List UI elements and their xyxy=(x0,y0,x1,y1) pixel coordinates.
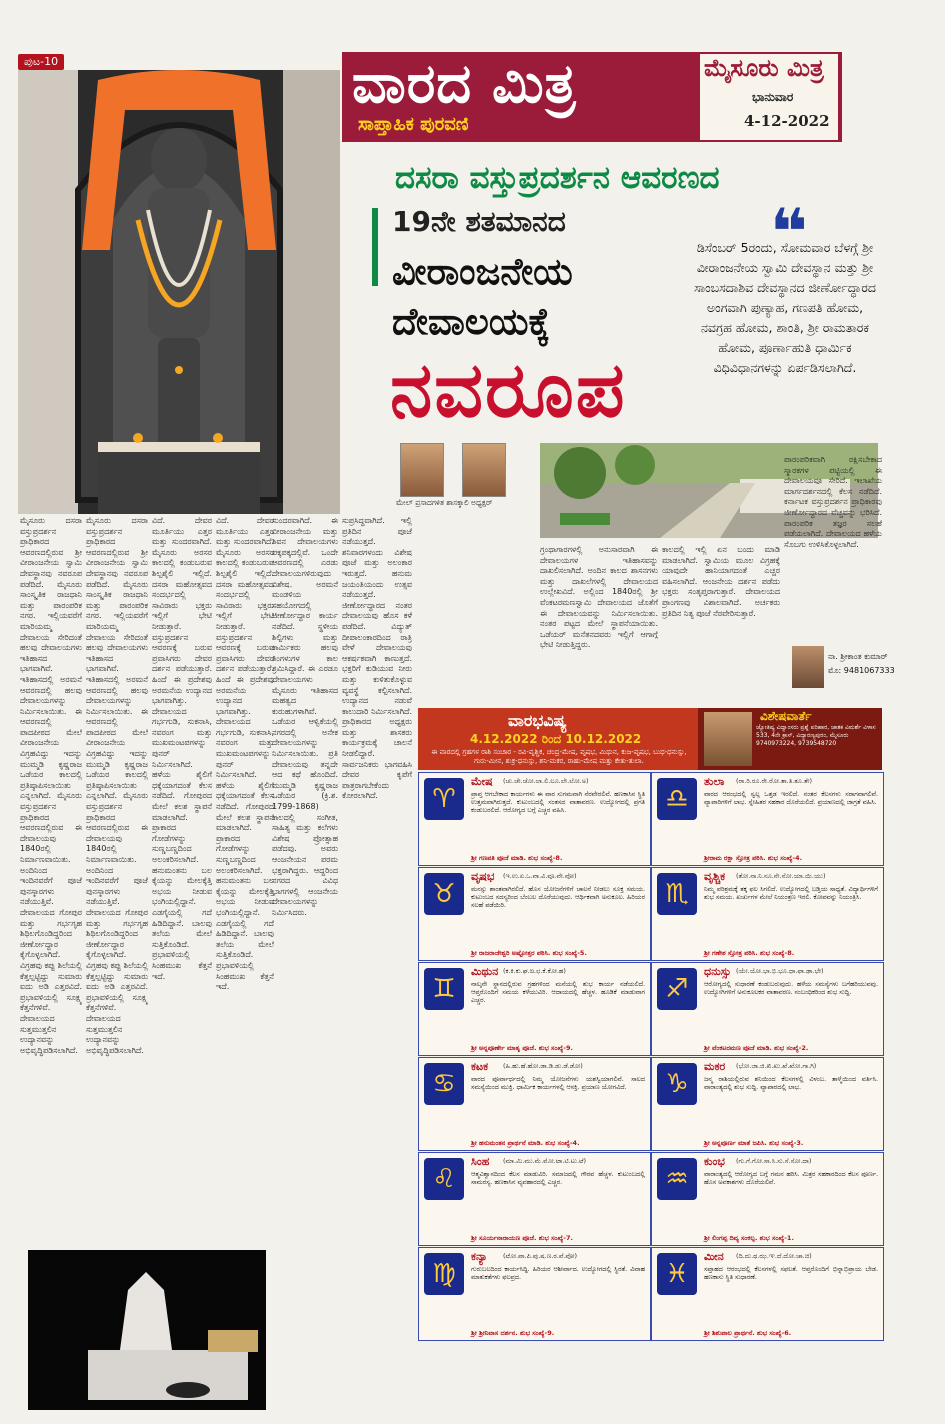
sign-remedy: ಶ್ರೀ ಅನ್ನಪೂರ್ಣೇ ಮಾತೃ ಪೂಜೆ. ಶುಭ ಸಂಖ್ಯೆ-9. xyxy=(471,1044,573,1052)
sign-remedy: ಶ್ರೀ ಅನ್ನಪೂರ್ಣ ಮಾತೆ ಜಪಿಸಿ. ಶುಭ ಸಂಖ್ಯೆ-3. xyxy=(704,1139,804,1147)
sign-letters: (ಮಾ.ಮಿ.ಮು.ಮೆ.ಮೋ.ಟಾ.ಟಿ.ಟು.ಟೆ) xyxy=(503,1157,587,1165)
sign-remedy: ಶ್ರೀ ಶ್ರೀನಿವಾಸ ದರ್ಶನ. ಶುಭ ಸಂಖ್ಯೆ-9. xyxy=(471,1329,555,1337)
issue-day: ಭಾನುವಾರ xyxy=(752,90,794,104)
headline-main-word: ನವರೂಪ xyxy=(390,345,627,434)
horoscope-sign-card xyxy=(418,962,651,1056)
astrologer-photo xyxy=(704,712,752,766)
sign-name: ಮಕರ xyxy=(704,1060,726,1073)
sign-name: ಮಿಥುನ xyxy=(471,965,499,978)
article-column-4: ಸುಪ್ರಸಿದ್ಧವಾಗಿದೆ. ಇಲ್ಲಿ ಪ್ರತಿದಿನ ಪೂಜೆ ನಡೆಯುತ್ತದೆ. ಶನಿವಾರಗಳಂದು ವಿಶೇಷ ಪೂಜೆ ಮತ್ತು ಅಲಂಕಾರ ಇರುತ್ತದೆ. ಹನುಮ ಜಯಂತಿಯಂದು ಉತ್ಸವ ನಡೆಯುತ್ತದೆ. ಜೀರ್ಣೋದ್ಧಾರದ ನಂತರ ದೇವಾಲಯವು ಹೊಸ ಕಳೆ ಪಡೆದಿದೆ. ವಿದ್ಯುತ್ ದೀಪಾಲಂಕಾರದಿಂದ ರಾತ್ರಿ ವೇಳೆ ದೇವಾಲಯವು ಆಕರ್ಷಕವಾಗಿ ಕಾಣುತ್ತದೆ. ಭಕ್ತರಿಗೆ ಕುಡಿಯುವ ನೀರು ಮತ್ತು ಕುಳಿತುಕೊಳ್ಳುವ ವ್ಯವಸ್ಥೆ ಕಲ್ಪಿಸಲಾಗಿದೆ. ಉದ್ಯಾನದ ನಡುವೆ ಕಾಲುದಾರಿ ನಿರ್ಮಿಸಲಾಗಿದೆ. ಪ್ರಾಧಿಕಾರದ ಅಧ್ಯಕ್ಷರು ಮತ್ತು ಶಾಸಕರು ಕಾರ್ಯಕ್ರಮಕ್ಕೆ ಚಾಲನೆ ನೀಡಲಿದ್ದಾರೆ. ಸಾರ್ವಜನಿಕರು ಭಾಗವಹಿಸಿ ದೇವರ ಕೃಪೆಗೆ ಪಾತ್ರರಾಗಬೇಕೆಂದು ಕೋರಲಾಗಿದೆ. xyxy=(342,516,412,801)
zodiac-icon: ♌ xyxy=(424,1158,464,1200)
article-column-2: ವಿದೆ. ದೇವರ ಮೂರ್ತಿಯು ಎತ್ತರ ಮತ್ತು ಸುಂದರವಾಗಿದೆ. ಮೈಸೂರು ಅರಸರ ಕಾಲದಲ್ಲಿ ಕಂಡುಬರುವ ಶಿಲ್ಪಶೈಲಿ ಇಲ್ಲಿದೆ. ದಸರಾ ಮಹೋತ್ಸವದ ಸಂದರ್ಭದಲ್ಲಿ ಸಾವಿರಾರು ಭಕ್ತರು ಇಲ್ಲಿಗೆ ಭೇಟಿ ನೀಡುತ್ತಾರೆ. ವಸ್ತುಪ್ರದರ್ಶನ ಆವರಣಕ್ಕೆ ಬರುವ ಪ್ರವಾಸಿಗರು ದೇವರ ದರ್ಶನ ಪಡೆಯುತ್ತಾರೆ. ಹಿಂದೆ ಈ ಪ್ರದೇಶವು ಅರಮನೆಯ ಉದ್ಯಾನದ ಭಾಗವಾಗಿತ್ತು. ದೇವಾಲಯದ ಗರ್ಭಗುಡಿ, ಸುಕನಾಸಿ, ನವರಂಗ ಮತ್ತು ಮುಖಮಂಟಪಗಳನ್ನು ಪುನರ್ ನಿರ್ಮಿಸಲಾಗಿದೆ. ಹಳೆಯ ಶೈಲಿಗೆ ಧಕ್ಕೆಯಾಗದಂತೆ ಕೆಲಸ ನಡೆದಿದೆ. ಗೋಪುರದ ಮೇಲೆ ಕಲಶ ಸ್ಥಾಪನೆ ಮಾಡಲಾಗಿದೆ. ಪ್ರಾಕಾರದ ಗೋಡೆಗಳನ್ನು ಸುಣ್ಣಬಣ್ಣದಿಂದ ಅಲಂಕರಿಸಲಾಗಿದೆ. ಹನುಮಂತನು ಬಲ ಕೈಯನ್ನು ಮೇಲಕ್ಕೆತ್ತಿ ಅಭಯ ನೀಡುವ ಭಂಗಿಯಲ್ಲಿದ್ದಾನೆ. ಎಡಗೈಯಲ್ಲಿ ಗದೆ ಹಿಡಿದಿದ್ದಾನೆ. ಬಾಲವು ತಲೆಯ ಮೇಲೆ ಸುತ್ತಿಕೊಂಡಿದೆ. ಪ್ರಭಾವಳಿಯಲ್ಲಿ ಸಿಂಹಮುಖ ಕೆತ್ತನೆ ಇದೆ. xyxy=(152,516,212,981)
zodiac-icon: ♉ xyxy=(424,873,464,915)
reporter-phone: ಮೊ: 9481067333 xyxy=(828,666,895,675)
sign-prediction: ಜನ್ಮ ರಾಶಿಯಲ್ಲಿರುವ ಶನಿಯಿಂದ ಕೆಲಸಗಳಲ್ಲಿ ವಿಳಂಬ. ತಾಳ್ಮೆಯಿಂದ ವರ್ತಿಸಿ. ವಾರಾಂತ್ಯದಲ್ಲಿ ಶುಭ ಸುದ್ದಿ. ವ್ಯಾಪಾರದಲ್ಲಿ ಲಾಭ. xyxy=(704,1075,878,1091)
sign-letters: (ಟೋ.ಪಾ.ಪಿ.ಪು.ಷ.ಣ.ಠ.ಪೆ.ಪೋ) xyxy=(503,1252,578,1260)
sign-name: ಧನುಸ್ಸು xyxy=(704,965,732,978)
sign-prediction: ಆತ್ಮವಿಶ್ವಾಸದಿಂದ ಕೆಲಸ ಮಾಡುವಿರಿ. ಸಮಾಜದಲ್ಲಿ ಗೌರವ ಹೆಚ್ಚಳ. ಕುಟುಂಬದಲ್ಲಿ ಸಾಮರಸ್ಯ. ಹಣಕಾಸಿನ ವ್ಯವಹಾರದಲ್ಲಿ ಎಚ್ಚರ. xyxy=(471,1170,645,1186)
sign-name: ಕನ್ಯಾ xyxy=(471,1250,488,1263)
sign-name: ಮೀನ xyxy=(704,1250,724,1263)
horoscope-sign-card xyxy=(651,1152,884,1246)
issue-date: 4-12-2022 xyxy=(744,112,830,130)
headline-line-2: ವೀರಾಂಜನೇಯ xyxy=(392,250,573,293)
sign-prediction: ಪ್ರಾಪ್ತ ಆಗಬೇಕಾದ ಕಾರ್ಯಗಳು ಈ ವಾರ ಸುಗಮವಾಗಿ ನೆರವೇರಲಿವೆ. ಹಣಕಾಸಿನ ಸ್ಥಿತಿ ಉತ್ತಮವಾಗಿರುತ್ತದೆ. ಕುಟುಂಬದಲ್ಲಿ ಸಂತಸದ ವಾತಾವರಣ. ಉದ್ಯೋಗದಲ್ಲಿ ಪ್ರಗತಿ ಕಂಡುಬರಲಿದೆ. ಆರೋಗ್ಯದ ಬಗ್ಗೆ ಎಚ್ಚರ ವಹಿಸಿ. xyxy=(471,790,645,814)
dignitary-portrait-1 xyxy=(400,443,444,497)
horoscope-sign-card xyxy=(651,1057,884,1151)
article-column-5: ಗ್ರಂಥಾಗಾರಗಳಲ್ಲಿ ಅನುಸಾರವಾಗಿ ಈ ದೇವಾಲಯಗಳ ಇತಿಹಾಸವನ್ನು ದಾಖಲಿಸಲಾಗಿದೆ. ಅಂದಿನ ಕಾಲದ ಶಾಸನಗಳು ಮತ್ತು ದಾಖಲೆಗಳಲ್ಲಿ ದೇವಾಲಯದ ಉಲ್ಲೇಖವಿದೆ. ಅಲ್ಲಿಂದ 1840ರಲ್ಲಿ ಶ್ರೀ ವೆಂಕಟರಮಣಸ್ವಾಮಿ ದೇವಾಲಯದ ಜೊತೆಗೆ ಈ ದೇವಾಲಯವನ್ನು ನಿರ್ಮಿಸಲಾಯಿತು. ನಂತರ ಪಟ್ಟದ ಮೇಲೆ ಸ್ಥಾಪನೆಯಾಯಿತು. ಒಡೆಯರ್ ಮನೆತನದವರು ಇಲ್ಲಿಗೆ ಆಗಾಗ್ಗೆ ಭೇಟಿ ನೀಡುತ್ತಿದ್ದರು. xyxy=(540,545,658,650)
sign-letters: (ಗು.ಗೆ.ಗೋ.ಸಾ.ಸಿ.ಸು.ಸೆ.ಸೋ.ದಾ) xyxy=(736,1157,812,1165)
sign-remedy: ಶ್ರೀ ಶಿಶುಪಾಲ ಪ್ರಾರ್ಥನೆ. ಶುಭ ಸಂಖ್ಯೆ-6. xyxy=(704,1329,792,1337)
zodiac-icon: ♊ xyxy=(424,968,464,1010)
zodiac-icon: ♋ xyxy=(424,1063,464,1105)
newspaper-name: ಮೈಸೂರು ಮಿತ್ರ xyxy=(704,54,824,82)
zodiac-icon: ♓ xyxy=(657,1253,697,1295)
horoscope-sign-card xyxy=(651,1247,884,1341)
horoscope-sign-card xyxy=(651,867,884,961)
night-temple-image xyxy=(28,1250,266,1410)
astrologer-info: ಜ್ಯೋತಿಷ್ಯ ವಿದ್ವಾಂಸರು ಪ್ರಶ್ನೆ ಪರಿಹಾರ, ಜಾತಕ ವಿಮರ್ಶೆ ವಿಳಾಸ 533, 4ನೇ ಕ್ರಾಸ್, ವಿದ್ಯಾರಣ್ಯಪುರಂ, ಮೈಸೂರು 9740973224, 9739548720 xyxy=(756,724,876,747)
zodiac-icon: ♍ xyxy=(424,1253,464,1295)
portraits-caption: ಮೇಲ್ ಪ್ರಸಾದಗಳಿತ ಶಾಸಕ್ಕಾಲಿ ಅಧ್ಯಕ್ಷರ್ xyxy=(396,498,493,507)
sign-prediction: ವಾರಾಂತ್ಯದಲ್ಲಿ ಆರೋಗ್ಯದ ಬಗ್ಗೆ ಗಮನ ಹರಿಸಿ. ಮಿತ್ರರ ಸಹಕಾರದಿಂದ ಕೆಲಸ ಪೂರ್ಣ. ಹೊಸ ಅವಕಾಶಗಳು ದೊರೆಯಲಿವೆ. xyxy=(704,1170,878,1186)
sign-prediction: ಮನಸ್ಸು ಶಾಂತವಾಗಿರಲಿದೆ. ಹೊಸ ಯೋಜನೆಗಳಿಗೆ ಚಾಲನೆ ನೀಡಲು ಸೂಕ್ತ ಸಮಯ. ಕುಟುಂಬದ ಸದಸ್ಯರಿಂದ ಬೆಂಬಲ ದೊರೆಯುವುದು. ಆರ್ಥಿಕವಾಗಿ ಅನುಕೂಲ. ಹಿರಿಯರ ಸಲಹೆ ಪಡೆಯಿರಿ. xyxy=(471,885,645,909)
sign-letters: (ತೋ.ನಾ.ನಿ.ನೂ.ನೇ.ನೋ.ಯಾ.ಯಿ.ಯು) xyxy=(736,872,826,880)
article-column-6: ಕಾಲದಲ್ಲಿ ಇಲ್ಲಿ ಏನ ಬಂದು ಮಾಡಿ ಮಾಡಲಾಗಿದೆ. ಸ್ವಾಮಿಯ ಮೂಲ ವಿಗ್ರಹಕ್ಕೆ ಯಾವುದೇ ಹಾನಿಯಾಗದಂತೆ ಎಚ್ಚರ ವಹಿಸಲಾಗಿದೆ. ಆಂಜನೇಯ ದರ್ಶನ ಪಡೆದು ಭಕ್ತರು ಸಂತೃಪ್ತರಾಗುತ್ತಾರೆ. ದೇವಾಲಯದ ಪ್ರಾಂಗಣವು ವಿಶಾಲವಾಗಿದೆ. ಅರ್ಚಕರು ಪ್ರತಿದಿನ ನಿತ್ಯ ಪೂಜೆ ನೆರವೇರಿಸುತ್ತಾರೆ. xyxy=(662,545,780,618)
horoscope-sign-card xyxy=(418,1057,651,1151)
sign-letters: (ಹಿ.ಹು.ಹೆ.ಹೋ.ಡಾ.ಡಿ.ಡು.ಡೆ.ಡೋ) xyxy=(503,1062,583,1070)
zodiac-icon: ♑ xyxy=(657,1063,697,1105)
sign-letters: (ದಿ.ದು.ಥ.ಝ.ಞ.ದೆ.ದೋ.ಚಾ.ಚಿ) xyxy=(736,1252,812,1260)
supplement-title: ವಾರದ ಮಿತ್ರ xyxy=(352,52,577,115)
temple-night-photo xyxy=(28,1250,266,1410)
headline-line-3: ದೇವಾಲಯಕ್ಕೆ xyxy=(392,300,551,343)
quote-mark-icon: ❝ xyxy=(770,196,808,270)
horoscope-title: ವಾರಭವಿಷ್ಯ xyxy=(508,711,567,730)
zodiac-icon: ♈ xyxy=(424,778,464,820)
horoscope-sign-card xyxy=(418,867,651,961)
sign-letters: (ಇ.ಉ.ಏ.ಒ.ವಾ.ವಿ.ವೂ.ವೇ.ವೋ) xyxy=(503,872,577,880)
sign-name: ವೃಶ್ಚಿಕ xyxy=(704,870,726,883)
sign-remedy: ಶ್ರೀ ರಾಜರಾಜೇಶ್ವರಿ ಅಷ್ಟೋತ್ತರ ಪಠಿಸಿ. ಶುಭ ಸಂಖ್ಯೆ-5. xyxy=(471,949,587,957)
sign-name: ವೃಷಭ xyxy=(471,870,495,883)
page-number: ಪುಟ-10 xyxy=(18,54,64,70)
headline-accent-bar xyxy=(372,208,378,286)
article-column-7: ಪಾರಂಪರಿಕವಾಗಿ ರಕ್ಷಿಸಬೇಕಾದ ಸ್ಮಾರಕಗಳ ಪಟ್ಟಿಯಲ್ಲಿ ಈ ದೇವಾಲಯವೂ ಸೇರಿದೆ. ಇಲಾಖೆಯ ಮಾರ್ಗದರ್ಶನದಲ್ಲಿ ಕೆಲಸ ನಡೆದಿದೆ. ಕರ್ನಾಟಕ ವಸ್ತುಪ್ರದರ್ಶನ ಪ್ರಾಧಿಕಾರವು ಜೀರ್ಣೋದ್ಧಾರದ ವೆಚ್ಚವನ್ನು ಭರಿಸಿದೆ. ಪಾರಂಪರಿಕ ತಜ್ಞರ ಸಲಹೆ ಪಡೆಯಲಾಗಿದೆ. ದೇವಾಲಯದ ಹಳೆಯ ಸೊಬಗು ಉಳಿಸಿಕೊಳ್ಳಲಾಗಿದೆ. xyxy=(784,455,882,549)
sign-name: ಕುಂಭ xyxy=(704,1155,725,1168)
horoscope-dates: 4.12.2022 ರಿಂದ 10.12.2022 xyxy=(470,732,642,746)
sign-remedy: ಶ್ರೀ ಸೂರ್ಯನಾರಾಯಣ ಪೂಜೆ. ಶುಭ ಸಂಖ್ಯೆ-7. xyxy=(471,1234,573,1242)
horoscope-sign-card xyxy=(418,1247,651,1341)
sign-prediction: ಸಪ್ತಾಹದ ಆರಂಭದಲ್ಲಿ ಕೆಲಸಗಳಲ್ಲಿ ಸಫಲತೆ. ಆಪ್ತರೊಂದಿಗೆ ಭಿನ್ನಾಭಿಪ್ರಾಯ ಬೇಡ. ಹಣಕಾಸು ಸ್ಥಿತಿ ಸುಧಾರಣೆ. xyxy=(704,1265,878,1281)
headline-line-1: 19ನೇ ಶತಮಾನದ xyxy=(392,205,566,238)
headline-kicker: ದಸರಾ ವಸ್ತುಪ್ರದರ್ಶನ ಆವರಣದ xyxy=(395,160,720,196)
sign-remedy: ಶ್ರೀ ಹನುಮಂತನ ಪ್ರಾರ್ಥನೆ ಮಾಡಿ. ಶುಭ ಸಂಖ್ಯೆ-4. xyxy=(471,1139,580,1147)
article-column-2b: ವಿದೆ. ದೇವರ ಮೂರ್ತಿಯು ಎತ್ತರ ಮತ್ತು ಸುಂದರವಾಗಿದೆ. ಮೈಸೂರು ಅರಸರ ಕಾಲದಲ್ಲಿ ಕಂಡುಬರುವ ಶಿಲ್ಪಶೈಲಿ ಇಲ್ಲಿದೆ. ದಸರಾ ಮಹೋತ್ಸವದ ಸಂದರ್ಭದಲ್ಲಿ ಸಾವಿರಾರು ಭಕ್ತರು ಇಲ್ಲಿಗೆ ಭೇಟಿ ನೀಡುತ್ತಾರೆ. ವಸ್ತುಪ್ರದರ್ಶನ ಆವರಣಕ್ಕೆ ಬರುವ ಪ್ರವಾಸಿಗರು ದೇವರ ದರ್ಶನ ಪಡೆಯುತ್ತಾರೆ. ಹಿಂದೆ ಈ ಪ್ರದೇಶವು ಅರಮನೆಯ ಉದ್ಯಾನದ ಭಾಗವಾಗಿತ್ತು. ದೇವಾಲಯದ ಗರ್ಭಗುಡಿ, ಸುಕನಾಸಿ, ನವರಂಗ ಮತ್ತು ಮುಖಮಂಟಪಗಳನ್ನು ಪುನರ್ ನಿರ್ಮಿಸಲಾಗಿದೆ. ಹಳೆಯ ಶೈಲಿಗೆ ಧಕ್ಕೆಯಾಗದಂತೆ ಕೆಲಸ ನಡೆದಿದೆ. ಗೋಪುರದ ಮೇಲೆ ಕಲಶ ಸ್ಥಾಪನೆ ಮಾಡಲಾಗಿದೆ. ಪ್ರಾಕಾರದ ಗೋಡೆಗಳನ್ನು ಸುಣ್ಣಬಣ್ಣದಿಂದ ಅಲಂಕರಿಸಲಾಗಿದೆ. ಹನುಮಂತನು ಬಲ ಕೈಯನ್ನು ಮೇಲಕ್ಕೆತ್ತಿ ಅಭಯ ನೀಡುವ ಭಂಗಿಯಲ್ಲಿದ್ದಾನೆ. ಎಡಗೈಯಲ್ಲಿ ಗದೆ ಹಿಡಿದಿದ್ದಾನೆ. ಬಾಲವು ತಲೆಯ ಮೇಲೆ ಸುತ್ತಿಕೊಂಡಿದೆ. ಪ್ರಭಾವಳಿಯಲ್ಲಿ ಸಿಂಹಮುಖ ಕೆತ್ತನೆ ಇದೆ. xyxy=(216,516,274,992)
zodiac-icon: ♐ xyxy=(657,968,697,1010)
sign-prediction: ವಾರದ ಪೂರ್ವಾರ್ಧದಲ್ಲಿ ನಿಮ್ಮ ಯೋಜನೆಗಳು ಯಶಸ್ವಿಯಾಗಲಿವೆ. ಸಾಲದ ಸಮಸ್ಯೆಯಿಂದ ಮುಕ್ತಿ. ಧಾರ್ಮಿಕ ಕಾರ್ಯಗಳಲ್ಲಿ ಆಸಕ್ತಿ. ಪ್ರಯಾಣ ಯೋಗವಿದೆ. xyxy=(471,1075,645,1091)
horoscope-sign-card xyxy=(418,1152,651,1246)
sign-remedy: ಶ್ರೀ ವೆಂಕಟರಮಣ ಪೂಜೆ ಮಾಡಿ. ಶುಭ ಸಂಖ್ಯೆ-2. xyxy=(704,1044,809,1052)
sign-prediction: ವಾರದ ಆರಂಭದಲ್ಲಿ ಸ್ವಲ್ಪ ಒತ್ತಡ ಇರಲಿದೆ. ನಂತರ ಕೆಲಸಗಳು ಸರಾಗವಾಗಲಿವೆ. ವ್ಯಾಪಾರಿಗಳಿಗೆ ಲಾಭ. ಸ್ನೇಹಿತರ ಸಹಕಾರ ದೊರೆಯಲಿದೆ. ಪ್ರಯಾಣದಲ್ಲಿ ಜಾಗ್ರತೆ ವಹಿಸಿ. xyxy=(704,790,878,806)
pull-quote: ಡಿಸೆಂಬರ್ 5ರಂದು, ಸೋಮವಾರ ಬೆಳಗ್ಗೆ ಶ್ರೀ ವೀರಾಂಜನೇಯ ಸ್ವಾಮಿ ದೇವಸ್ಥಾನ ಮತ್ತು ಶ್ರೀ ಸಾಂಬಸದಾಶಿವ ದೇವಸ್ಥಾನದ ಜೀರ್ಣೋದ್ಧಾರದ ಅಂಗವಾಗಿ ಪುಣ್ಯಾಹ, ಗಣಪತಿ ಹೋಮ, ನವಗ್ರಹ ಹೋಮ, ಶಾಂತಿ, ಶ್ರೀ ರಾಮತಾರಕ ಹೋಮ, ಪೂರ್ಣಾಹುತಿ ಧಾರ್ಮಿಕ ವಿಧಿವಿಧಾನಗಳನ್ನು ಏರ್ಪಡಿಸಲಾಗಿದೆ. xyxy=(694,240,876,375)
reporter-photo xyxy=(792,646,824,688)
sign-remedy: ಶ್ರೀ ಗಣಪತಿ ಪೂಜೆ ಮಾಡಿ. ಶುಭ ಸಂಖ್ಯೆ-8. xyxy=(471,854,563,862)
horoscope-intro: ಈ ವಾರದಲ್ಲಿ ಗ್ರಹಗಳ ರಾಶಿ ಸಂಚಾರ - ರವಿ-ವೃಶ್ಚಿಕ, ಚಂದ್ರ-ಮೇಷ, ವೃಷಭ, ಮಿಥುನ, ಕುಜ-ವೃಷಭ, ಬುಧ-ಧನುಸ್ಸು, ಗುರು-ಮೀನ, ಶುಕ್ರ-ಧನುಸ್ಸು, ಶನಿ-ಮಕರ, ರಾಹು-ಮೇಷ ಮತ್ತು ಕೇತು-ತುಲಾ. xyxy=(431,748,687,765)
astrologer-title: ವಿಶೇಷವಾರ್ತೆ xyxy=(760,709,812,723)
temple-idol-photo xyxy=(18,70,340,514)
sign-letters: (ಚು.ಚೇ.ಚೋ.ಲಾ.ಲಿ.ಲೂ.ಲೇ.ಲೋ.ಅ) xyxy=(503,777,589,785)
sign-remedy: ಶ್ರೀ ಗಣೇಶ ಸ್ತೋತ್ರ ಪಠಿಸಿ. ಶುಭ ಸಂಖ್ಯೆ-8. xyxy=(704,949,795,957)
sign-letters: (ರಾ.ರಿ.ರೂ.ರೇ.ರೋ.ತಾ.ತಿ.ತೂ.ತೇ) xyxy=(736,777,812,785)
sign-remedy: ಶ್ರೀರಾಮ ರಕ್ಷಾ ಸ್ತೋತ್ರ ಪಠಿಸಿ. ಶುಭ ಸಂಖ್ಯೆ-4. xyxy=(704,854,803,862)
sign-letters: (ಭೋ.ಜಾ.ಜಿ.ಖಿ.ಖು.ಖೆ.ಖೋ.ಗಾ.ಗಿ) xyxy=(736,1062,817,1070)
sign-prediction: ಗುರುಬಲದಿಂದ ಕಾರ್ಯಸಿದ್ಧಿ. ಹಿರಿಯರ ಆಶೀರ್ವಾದ. ಉದ್ಯೋಗದಲ್ಲಿ ಸ್ಥಿರತೆ. ವಿವಾಹ ಮಾತುಕತೆಗಳು ಫಲಪ್ರದ. xyxy=(471,1265,645,1281)
sign-name: ಸಿಂಹ xyxy=(471,1155,490,1168)
reporter-name: ನಾ. ಶ್ರೀಕಾಂತ ಕುಮಾರ್ xyxy=(828,652,888,661)
zodiac-icon: ♎ xyxy=(657,778,697,820)
sign-prediction: ನಿಮ್ಮ ಪರಿಶ್ರಮಕ್ಕೆ ತಕ್ಕ ಫಲ ಸಿಗಲಿದೆ. ಉದ್ಯೋಗದಲ್ಲಿ ಬಡ್ತಿಯ ಸಾಧ್ಯತೆ. ವಿದ್ಯಾರ್ಥಿಗಳಿಗೆ ಶುಭ ಸಮಯ. ಖರ್ಚುಗಳ ಮೇಲೆ ನಿಯಂತ್ರಣ ಇರಲಿ. ಕೋಪವನ್ನು ನಿಯಂತ್ರಿಸಿ. xyxy=(704,885,878,901)
horoscope-sign-card xyxy=(418,772,651,866)
sign-letters: (ಯೇ.ಯೋ.ಭಾ.ಭಿ.ಭೂ.ಧಾ.ಫಾ.ಢಾ.ಭೇ) xyxy=(736,967,824,975)
sign-prediction: ನಾಲ್ಕನೇ ಸ್ಥಾನದಲ್ಲಿರುವ ಗ್ರಹಗಳಿಂದ ಮನೆಯಲ್ಲಿ ಶುಭ ಕಾರ್ಯ ನಡೆಯಲಿದೆ. ಆಪ್ತರೊಂದಿಗೆ ಸಮಯ ಕಳೆಯುವಿರಿ. ಆದಾಯದಲ್ಲಿ ಹೆಚ್ಚಳ. ಹೂಡಿಕೆ ಮಾಡುವಾಗ ಎಚ್ಚರ. xyxy=(471,980,645,1004)
supplement-subtitle: ಸಾಪ್ತಾಹಿಕ ಪುರವಣಿ xyxy=(358,114,469,135)
sign-name: ಕಟಕ xyxy=(471,1060,489,1073)
sign-prediction: ಆರೋಗ್ಯದಲ್ಲಿ ಸುಧಾರಣೆ ಕಂಡುಬರುವುದು. ಹಳೆಯ ಸಮಸ್ಯೆಗಳು ಬಗೆಹರಿಯುವವು. ಉದ್ಯೋಗಿಗಳಿಗೆ ಅನುಕೂಲಕರ ವಾತಾವರಣ. ಸಂಬಂಧಿಕರಿಂದ ಶುಭ ಸುದ್ದಿ. xyxy=(704,980,878,996)
sign-name: ತುಲಾ xyxy=(704,775,725,788)
sign-remedy: ಶ್ರೀ ಲಿಂಗಪ್ಪ ದಿವ್ಯ ಸಂಕಲ್ಪ. ಶುಭ ಸಂಖ್ಯೆ-1. xyxy=(704,1234,794,1242)
zodiac-icon: ♒ xyxy=(657,1158,697,1200)
dignitary-portrait-2 xyxy=(462,443,506,497)
sign-letters: (ಕ.ಕಿ.ಕು.ಘ.ಙ.ಛ.ಕೆ.ಕೋ.ಹ) xyxy=(503,967,566,975)
horoscope-sign-card xyxy=(651,772,884,866)
hanuman-idol-image xyxy=(18,70,340,514)
zodiac-icon: ♏ xyxy=(657,873,697,915)
article-column-1: ಮೈಸೂರು ದಸರಾ ವಸ್ತುಪ್ರದರ್ಶನ ಪ್ರಾಧಿಕಾರದ ಆವರಣದಲ್ಲಿರುವ ಶ್ರೀ ವೀರಾಂಜನೇಯ ಸ್ವಾಮಿ ದೇವಸ್ಥಾನವು ನವರೂಪ ಪಡೆದಿದೆ. ಮೈಸೂರು ಸಾಂಸ್ಕೃತಿಕ ರಾಜಧಾನಿ ಮತ್ತು ಪಾರಂಪರಿಕ ನಗರ. ಇಲ್ಲಿಯವರೆಗೆ ಮಾರಿಯಮ್ಮ ದೇವಾಲಯ ಸೇರಿದಂತೆ ಹಲವು ದೇವಾಲಯಗಳು ಇತಿಹಾಸದ ಭಾಗವಾಗಿವೆ. ಇತಿಹಾಸದಲ್ಲಿ ಅರಮನೆ ಆವರಣದಲ್ಲಿ ಹಲವು ದೇವಾಲಯಗಳನ್ನು ನಿರ್ಮಿಸಲಾಯಿತು. ಈ ಆವರಣದಲ್ಲಿ ಪಾದಪೀಠದ ಮೇಲೆ ವೀರಾಂಜನೇಯ ವಿಗ್ರಹವಿದ್ದು ಇದನ್ನು ಮುಮ್ಮಡಿ ಕೃಷ್ಣರಾಜ ಒಡೆಯರ ಕಾಲದಲ್ಲಿ ಪ್ರತಿಷ್ಠಾಪಿಸಲಾಯಿತು ಎನ್ನಲಾಗಿದೆ. ಮೈಸೂರು ವಸ್ತುಪ್ರದರ್ಶನ ಪ್ರಾಧಿಕಾರದ ಆವರಣದಲ್ಲಿರುವ ಈ ದೇವಾಲಯವು 1840ರಲ್ಲಿ ನಿರ್ಮಾಣವಾಯಿತು. ಅಂದಿನಿಂದ ಇಂದಿನವರೆಗೆ ಪೂಜೆ ಪುನಸ್ಕಾರಗಳು ನಡೆಯುತ್ತಿವೆ. ದೇವಾಲಯದ ಗೋಪುರ ಮತ್ತು ಗರ್ಭಗೃಹ ಶಿಥಿಲಗೊಂಡಿದ್ದರಿಂದ ಜೀರ್ಣೋದ್ಧಾರ ಕೈಗೊಳ್ಳಲಾಗಿದೆ. ವಿಗ್ರಹವು ಕಪ್ಪು ಶಿಲೆಯಲ್ಲಿ ಕೆತ್ತಲ್ಪಟ್ಟಿದ್ದು ಸುಮಾರು ಐದು ಅಡಿ ಎತ್ತರವಿದೆ. ಪ್ರಭಾವಳಿಯಲ್ಲಿ ಸೂಕ್ಷ್ಮ ಕೆತ್ತನೆಗಳಿವೆ. ದೇವಾಲಯದ ಸುತ್ತಮುತ್ತಲಿನ ಉದ್ಯಾನವನ್ನು ಅಭಿವೃದ್ಧಿಪಡಿಸಲಾಗಿದೆ. xyxy=(20,516,82,1055)
article-column-3: ಸುಂದರವಾಗಿದೆ. ಈ ವೀರಾಂಜನೇಯ ಮತ್ತು ಶಿವನ ದೇವಾಲಯಗಳು ಪಕ್ಕಪಕ್ಕದಲ್ಲಿವೆ. ಒಂದೇ ಆವರಣದಲ್ಲಿ ಎರಡು ದೇವಾಲಯಗಳಿರುವುದು ವಿಶೇಷ. ಅರಮನೆ ಮಂಡಳಿಯ ಸಹಯೋಗದಲ್ಲಿ ಜೀರ್ಣೋದ್ಧಾರ ಕಾರ್ಯ ನಡೆದಿದೆ. ಸ್ಥಳೀಯ ಶಿಲ್ಪಿಗಳು ಮತ್ತು ಕಾರ್ಮಿಕರು ಹಲವು ತಿಂಗಳುಗಳ ಕಾಲ ಶ್ರಮಿಸಿದ್ದಾರೆ. ಈ ಎರಡೂ ದೇವಾಲಯಗಳು ಮೈಸೂರು ಇತಿಹಾಸದ ಮಹತ್ವದ ಕುರುಹುಗಳಾಗಿವೆ. ಒಡೆಯರ ಆಳ್ವಿಕೆಯಲ್ಲಿ ನಗರದಲ್ಲಿ ಅನೇಕ ದೇವಾಲಯಗಳನ್ನು ನಿರ್ಮಿಸಲಾಯಿತು. ಪ್ರತಿ ದೇವಾಲಯವು ತನ್ನದೇ ಆದ ಕಥೆ ಹೊಂದಿದೆ. ಮುಮ್ಮಡಿ ಕೃಷ್ಣರಾಜ ಒಡೆಯರ (ಕ್ರಿ.ಶ. 1799-1868) ಕಾಲದಲ್ಲಿ ಸಂಗೀತ, ಸಾಹಿತ್ಯ ಮತ್ತು ಕಲೆಗಳು ವಿಶೇಷ ಪ್ರೋತ್ಸಾಹ ಪಡೆದವು. ಅವರು ಆಂಜನೇಯನ ಪರಮ ಭಕ್ತರಾಗಿದ್ದರು. ಆದ್ದರಿಂದ ನಗರದ ವಿವಿಧ ಭಾಗಗಳಲ್ಲಿ ಆಂಜನೇಯ ದೇವಾಲಯಗಳನ್ನು ನಿರ್ಮಿಸಿದರು. xyxy=(272,516,338,917)
article-column-1b: ಮೈಸೂರು ದಸರಾ ವಸ್ತುಪ್ರದರ್ಶನ ಪ್ರಾಧಿಕಾರದ ಆವರಣದಲ್ಲಿರುವ ಶ್ರೀ ವೀರಾಂಜನೇಯ ಸ್ವಾಮಿ ದೇವಸ್ಥಾನವು ನವರೂಪ ಪಡೆದಿದೆ. ಮೈಸೂರು ಸಾಂಸ್ಕೃತಿಕ ರಾಜಧಾನಿ ಮತ್ತು ಪಾರಂಪರಿಕ ನಗರ. ಇಲ್ಲಿಯವರೆಗೆ ಮಾರಿಯಮ್ಮ ದೇವಾಲಯ ಸೇರಿದಂತೆ ಹಲವು ದೇವಾಲಯಗಳು ಇತಿಹಾಸದ ಭಾಗವಾಗಿವೆ. ಇತಿಹಾಸದಲ್ಲಿ ಅರಮನೆ ಆವರಣದಲ್ಲಿ ಹಲವು ದೇವಾಲಯಗಳನ್ನು ನಿರ್ಮಿಸಲಾಯಿತು. ಈ ಆವರಣದಲ್ಲಿ ಪಾದಪೀಠದ ಮೇಲೆ ವೀರಾಂಜನೇಯ ವಿಗ್ರಹವಿದ್ದು ಇದನ್ನು ಮುಮ್ಮಡಿ ಕೃಷ್ಣರಾಜ ಒಡೆಯರ ಕಾಲದಲ್ಲಿ ಪ್ರತಿಷ್ಠಾಪಿಸಲಾಯಿತು ಎನ್ನಲಾಗಿದೆ. ಮೈಸೂರು ವಸ್ತುಪ್ರದರ್ಶನ ಪ್ರಾಧಿಕಾರದ ಆವರಣದಲ್ಲಿರುವ ಈ ದೇವಾಲಯವು 1840ರಲ್ಲಿ ನಿರ್ಮಾಣವಾಯಿತು. ಅಂದಿನಿಂದ ಇಂದಿನವರೆಗೆ ಪೂಜೆ ಪುನಸ್ಕಾರಗಳು ನಡೆಯುತ್ತಿವೆ. ದೇವಾಲಯದ ಗೋಪುರ ಮತ್ತು ಗರ್ಭಗೃಹ ಶಿಥಿಲಗೊಂಡಿದ್ದರಿಂದ ಜೀರ್ಣೋದ್ಧಾರ ಕೈಗೊಳ್ಳಲಾಗಿದೆ. ವಿಗ್ರಹವು ಕಪ್ಪು ಶಿಲೆಯಲ್ಲಿ ಕೆತ್ತಲ್ಪಟ್ಟಿದ್ದು ಸುಮಾರು ಐದು ಅಡಿ ಎತ್ತರವಿದೆ. ಪ್ರಭಾವಳಿಯಲ್ಲಿ ಸೂಕ್ಷ್ಮ ಕೆತ್ತನೆಗಳಿವೆ. ದೇವಾಲಯದ ಸುತ್ತಮುತ್ತಲಿನ ಉದ್ಯಾನವನ್ನು ಅಭಿವೃದ್ಧಿಪಡಿಸಲಾಗಿದೆ. xyxy=(86,516,148,1055)
sign-name: ಮೇಷ xyxy=(471,775,493,788)
horoscope-sign-card xyxy=(651,962,884,1056)
